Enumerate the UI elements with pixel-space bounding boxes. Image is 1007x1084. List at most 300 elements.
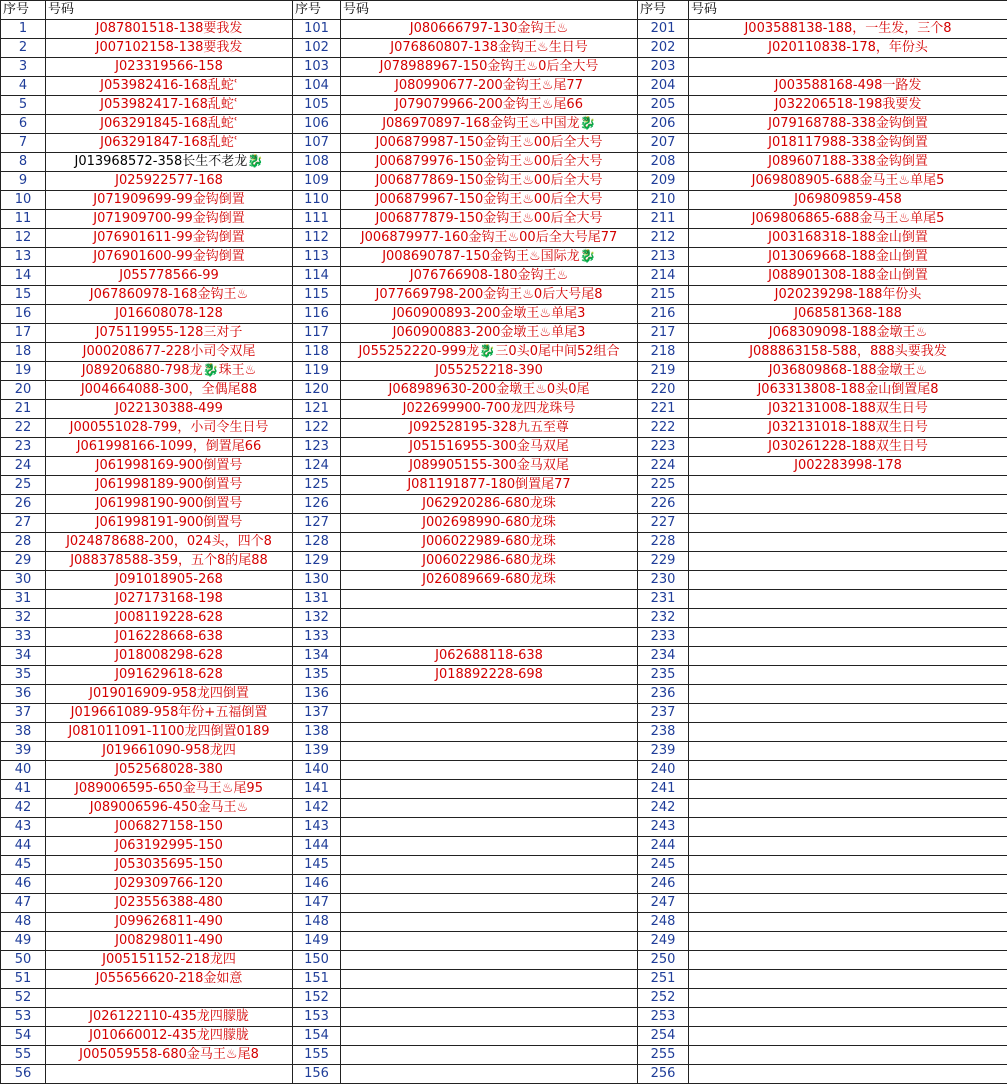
number-cell[interactable] [46,989,293,1008]
seq-cell[interactable]: 217 [638,324,689,343]
seq-cell[interactable]: 40 [1,761,46,780]
number-cell[interactable]: J006022989-680龙珠 [341,533,638,552]
number-cell[interactable]: J060900883-200金墩王♨单尾3 [341,324,638,343]
seq-cell[interactable]: 6 [1,115,46,134]
number-cell[interactable]: J053035695-150 [46,856,293,875]
number-cell[interactable]: J061998189-900倒置号 [46,476,293,495]
seq-cell[interactable]: 149 [293,932,341,951]
seq-cell[interactable]: 33 [1,628,46,647]
number-cell[interactable] [689,647,1007,666]
number-cell[interactable]: J071909700-99金钩倒置 [46,210,293,229]
number-cell[interactable]: J055778566-99 [46,267,293,286]
number-cell[interactable]: J089006595-650金马王♨尾95 [46,780,293,799]
seq-cell[interactable]: 219 [638,362,689,381]
number-cell[interactable] [341,989,638,1008]
seq-cell[interactable]: 136 [293,685,341,704]
number-cell[interactable]: J030261228-188双生日号 [689,438,1007,457]
number-cell[interactable] [341,742,638,761]
seq-cell[interactable]: 135 [293,666,341,685]
seq-cell[interactable]: 253 [638,1008,689,1027]
seq-cell[interactable]: 248 [638,913,689,932]
seq-cell[interactable]: 207 [638,134,689,153]
seq-cell[interactable]: 246 [638,875,689,894]
seq-cell[interactable]: 23 [1,438,46,457]
seq-cell[interactable]: 51 [1,970,46,989]
number-cell[interactable] [689,1065,1007,1084]
seq-cell[interactable]: 4 [1,77,46,96]
seq-cell[interactable]: 132 [293,609,341,628]
seq-cell[interactable]: 104 [293,77,341,96]
number-cell[interactable]: J061998190-900倒置号 [46,495,293,514]
number-cell[interactable]: J088378588-359，五个8的尾88 [46,552,293,571]
number-cell[interactable] [689,989,1007,1008]
seq-cell[interactable]: 107 [293,134,341,153]
number-cell[interactable]: J006827158-150 [46,818,293,837]
number-cell[interactable]: J007102158-138要我发 [46,39,293,58]
number-cell[interactable]: J005151152-218龙四 [46,951,293,970]
number-cell[interactable] [46,1065,293,1084]
number-cell[interactable]: J076766908-180金钩王♨ [341,267,638,286]
number-cell[interactable]: J068309098-188金墩王♨ [689,324,1007,343]
number-cell[interactable]: J019016909-958龙四倒置 [46,685,293,704]
number-cell[interactable]: J053982416-168乱蛇ʿ [46,77,293,96]
number-cell[interactable] [689,533,1007,552]
seq-cell[interactable]: 15 [1,286,46,305]
seq-cell[interactable]: 32 [1,609,46,628]
number-cell[interactable]: J088863158-588，888头要我发 [689,343,1007,362]
number-cell[interactable]: J061998166-1099，倒置尾66 [46,438,293,457]
seq-cell[interactable]: 35 [1,666,46,685]
number-cell[interactable] [689,609,1007,628]
number-cell[interactable]: J061998191-900倒置号 [46,514,293,533]
seq-cell[interactable]: 21 [1,400,46,419]
number-cell[interactable]: J063313808-188金山倒置尾8 [689,381,1007,400]
number-cell[interactable]: J060900893-200金墩王♨单尾3 [341,305,638,324]
number-cell[interactable]: J052568028-380 [46,761,293,780]
seq-cell[interactable]: 26 [1,495,46,514]
seq-cell[interactable]: 221 [638,400,689,419]
number-cell[interactable]: J006879976-150金钩王♨00后全大号 [341,153,638,172]
seq-cell[interactable]: 255 [638,1046,689,1065]
number-cell[interactable]: J008119228-628 [46,609,293,628]
number-cell[interactable]: J071909699-99金钩倒置 [46,191,293,210]
number-cell[interactable]: J079168788-338金钩倒置 [689,115,1007,134]
number-cell[interactable] [341,856,638,875]
seq-cell[interactable]: 209 [638,172,689,191]
number-cell[interactable]: J013968572-358长生不老龙🐉 [46,153,293,172]
seq-cell[interactable]: 52 [1,989,46,1008]
number-cell[interactable] [689,913,1007,932]
number-cell[interactable] [341,628,638,647]
number-cell[interactable] [689,685,1007,704]
seq-cell[interactable]: 232 [638,609,689,628]
number-cell[interactable] [341,951,638,970]
seq-cell[interactable]: 220 [638,381,689,400]
seq-cell[interactable]: 140 [293,761,341,780]
seq-cell[interactable]: 7 [1,134,46,153]
number-cell[interactable]: J055252218-390 [341,362,638,381]
number-cell[interactable]: J055656620-218金如意 [46,970,293,989]
seq-cell[interactable]: 53 [1,1008,46,1027]
seq-cell[interactable]: 126 [293,495,341,514]
number-cell[interactable]: J069806865-688金马王♨单尾5 [689,210,1007,229]
seq-cell[interactable]: 103 [293,58,341,77]
number-cell[interactable]: J023319566-158 [46,58,293,77]
number-cell[interactable]: J076860807-138金钩王♨生日号 [341,39,638,58]
number-cell[interactable]: J079079966-200金钩王♨尾66 [341,96,638,115]
number-cell[interactable] [341,799,638,818]
number-cell[interactable]: J062688118-638 [341,647,638,666]
seq-cell[interactable]: 235 [638,666,689,685]
seq-cell[interactable]: 22 [1,419,46,438]
number-cell[interactable]: J061998169-900倒置号 [46,457,293,476]
number-cell[interactable]: J002283998-178 [689,457,1007,476]
number-cell[interactable]: J069809859-458 [689,191,1007,210]
seq-cell[interactable]: 150 [293,951,341,970]
number-cell[interactable]: J016608078-128 [46,305,293,324]
number-cell[interactable]: J089006596-450金马王♨ [46,799,293,818]
seq-cell[interactable]: 12 [1,229,46,248]
seq-cell[interactable]: 247 [638,894,689,913]
seq-cell[interactable]: 34 [1,647,46,666]
number-cell[interactable]: J081191877-180倒置尾77 [341,476,638,495]
seq-cell[interactable]: 118 [293,343,341,362]
seq-cell[interactable]: 45 [1,856,46,875]
seq-cell[interactable]: 127 [293,514,341,533]
number-cell[interactable]: J005059558-680金马王♨尾8 [46,1046,293,1065]
seq-cell[interactable]: 119 [293,362,341,381]
number-cell[interactable] [689,1046,1007,1065]
seq-cell[interactable]: 226 [638,495,689,514]
number-cell[interactable]: J032131018-188双生日号 [689,419,1007,438]
seq-cell[interactable]: 210 [638,191,689,210]
seq-cell[interactable]: 31 [1,590,46,609]
number-cell[interactable]: J003168318-188金山倒置 [689,229,1007,248]
seq-cell[interactable]: 121 [293,400,341,419]
number-cell[interactable]: J000551028-799，小司令生日号 [46,419,293,438]
seq-cell[interactable]: 113 [293,248,341,267]
number-cell[interactable] [689,1008,1007,1027]
number-cell[interactable] [689,894,1007,913]
seq-cell[interactable]: 156 [293,1065,341,1084]
number-cell[interactable]: J002698990-680龙珠 [341,514,638,533]
seq-cell[interactable]: 129 [293,552,341,571]
seq-cell[interactable]: 204 [638,77,689,96]
seq-cell[interactable]: 28 [1,533,46,552]
seq-cell[interactable]: 216 [638,305,689,324]
number-cell[interactable]: J089905155-300金马双尾 [341,457,638,476]
number-cell[interactable]: J068581368-188 [689,305,1007,324]
seq-cell[interactable]: 254 [638,1027,689,1046]
number-cell[interactable]: J063291845-168乱蛇ʿ [46,115,293,134]
seq-cell[interactable]: 42 [1,799,46,818]
number-cell[interactable] [341,932,638,951]
number-cell[interactable]: J006877869-150金钩王♨00后全大号 [341,172,638,191]
seq-cell[interactable]: 229 [638,552,689,571]
number-cell[interactable] [341,723,638,742]
seq-cell[interactable]: 20 [1,381,46,400]
number-cell[interactable]: J006877879-150金钩王♨00后全大号 [341,210,638,229]
number-cell[interactable] [341,685,638,704]
seq-cell[interactable]: 116 [293,305,341,324]
number-cell[interactable]: J086970897-168金钩王♨中国龙🐉 [341,115,638,134]
number-cell[interactable] [341,875,638,894]
number-cell[interactable]: J075119955-128三对子 [46,324,293,343]
seq-cell[interactable]: 117 [293,324,341,343]
number-cell[interactable] [689,571,1007,590]
header-num-2[interactable]: 号码 [341,1,638,20]
number-cell[interactable] [689,666,1007,685]
header-seq-3[interactable]: 序号 [638,1,689,20]
seq-cell[interactable]: 236 [638,685,689,704]
seq-cell[interactable]: 245 [638,856,689,875]
seq-cell[interactable]: 56 [1,1065,46,1084]
seq-cell[interactable]: 106 [293,115,341,134]
number-cell[interactable]: J055252220-999龙🐉三0头0尾中间52组合 [341,343,638,362]
number-cell[interactable]: J020110838-178，年份头 [689,39,1007,58]
seq-cell[interactable]: 206 [638,115,689,134]
seq-cell[interactable]: 43 [1,818,46,837]
number-cell[interactable]: J022699900-700龙四龙珠号 [341,400,638,419]
number-cell[interactable]: J025922577-168 [46,172,293,191]
number-cell[interactable]: J099626811-490 [46,913,293,932]
number-cell[interactable]: J020239298-188年份头 [689,286,1007,305]
seq-cell[interactable]: 252 [638,989,689,1008]
seq-cell[interactable]: 112 [293,229,341,248]
seq-cell[interactable]: 5 [1,96,46,115]
seq-cell[interactable]: 227 [638,514,689,533]
seq-cell[interactable]: 109 [293,172,341,191]
number-cell[interactable]: J069808905-688金马王♨单尾5 [689,172,1007,191]
number-cell[interactable]: J006879987-150金钩王♨00后全大号 [341,134,638,153]
seq-cell[interactable]: 17 [1,324,46,343]
number-cell[interactable] [341,1046,638,1065]
number-cell[interactable]: J008690787-150金钩王♨国际龙🐉 [341,248,638,267]
number-cell[interactable] [689,1027,1007,1046]
number-cell[interactable]: J080666797-130金钩王♨ [341,20,638,39]
seq-cell[interactable]: 238 [638,723,689,742]
seq-cell[interactable]: 38 [1,723,46,742]
number-cell[interactable]: J018117988-338金钩倒置 [689,134,1007,153]
seq-cell[interactable]: 142 [293,799,341,818]
number-cell[interactable]: J089206880-798龙🐉珠王♨ [46,362,293,381]
seq-cell[interactable]: 41 [1,780,46,799]
seq-cell[interactable]: 155 [293,1046,341,1065]
number-cell[interactable]: J032206518-198我要发 [689,96,1007,115]
number-cell[interactable]: J053982417-168乱蛇ʿ [46,96,293,115]
seq-cell[interactable]: 225 [638,476,689,495]
number-cell[interactable]: J063192995-150 [46,837,293,856]
number-cell[interactable]: J063291847-168乱蛇ʿ [46,134,293,153]
number-cell[interactable] [341,913,638,932]
number-cell[interactable] [341,590,638,609]
number-cell[interactable]: J006022986-680龙珠 [341,552,638,571]
number-cell[interactable]: J027173168-198 [46,590,293,609]
seq-cell[interactable]: 27 [1,514,46,533]
seq-cell[interactable]: 240 [638,761,689,780]
number-cell[interactable] [341,970,638,989]
seq-cell[interactable]: 44 [1,837,46,856]
number-cell[interactable] [689,58,1007,77]
seq-cell[interactable]: 141 [293,780,341,799]
number-cell[interactable]: J089607188-338金钩倒置 [689,153,1007,172]
number-cell[interactable] [689,590,1007,609]
seq-cell[interactable]: 233 [638,628,689,647]
seq-cell[interactable]: 222 [638,419,689,438]
number-cell[interactable]: J016228668-638 [46,628,293,647]
number-cell[interactable] [689,780,1007,799]
seq-cell[interactable]: 228 [638,533,689,552]
seq-cell[interactable]: 16 [1,305,46,324]
number-cell[interactable]: J019661089-958年份+五福倒置 [46,704,293,723]
number-cell[interactable]: J008298011-490 [46,932,293,951]
number-cell[interactable]: J003588138-188，一生发，三个8 [689,20,1007,39]
number-cell[interactable]: J088901308-188金山倒置 [689,267,1007,286]
number-cell[interactable] [689,875,1007,894]
seq-cell[interactable]: 14 [1,267,46,286]
seq-cell[interactable]: 203 [638,58,689,77]
number-cell[interactable] [341,704,638,723]
seq-cell[interactable]: 244 [638,837,689,856]
number-cell[interactable] [689,837,1007,856]
seq-cell[interactable]: 154 [293,1027,341,1046]
number-cell[interactable]: J006879967-150金钩王♨00后全大号 [341,191,638,210]
seq-cell[interactable]: 208 [638,153,689,172]
seq-cell[interactable]: 9 [1,172,46,191]
seq-cell[interactable]: 237 [638,704,689,723]
number-cell[interactable] [689,476,1007,495]
seq-cell[interactable]: 105 [293,96,341,115]
seq-cell[interactable]: 147 [293,894,341,913]
number-cell[interactable] [341,1008,638,1027]
seq-cell[interactable]: 2 [1,39,46,58]
seq-cell[interactable]: 101 [293,20,341,39]
number-cell[interactable]: J081011091-1100龙四倒置0189 [46,723,293,742]
number-cell[interactable] [689,495,1007,514]
seq-cell[interactable]: 54 [1,1027,46,1046]
number-cell[interactable]: J051516955-300金马双尾 [341,438,638,457]
seq-cell[interactable]: 29 [1,552,46,571]
seq-cell[interactable]: 133 [293,628,341,647]
number-cell[interactable]: J024878688-200，024头，四个8 [46,533,293,552]
seq-cell[interactable]: 115 [293,286,341,305]
header-num-1[interactable]: 号码 [46,1,293,20]
seq-cell[interactable]: 18 [1,343,46,362]
seq-cell[interactable]: 47 [1,894,46,913]
seq-cell[interactable]: 148 [293,913,341,932]
number-cell[interactable]: J013069668-188金山倒置 [689,248,1007,267]
seq-cell[interactable]: 39 [1,742,46,761]
seq-cell[interactable]: 131 [293,590,341,609]
number-cell[interactable]: J080990677-200金钩王♨尾77 [341,77,638,96]
number-cell[interactable] [341,894,638,913]
seq-cell[interactable]: 49 [1,932,46,951]
number-cell[interactable]: J004664088-300，全偶尾88 [46,381,293,400]
seq-cell[interactable]: 144 [293,837,341,856]
seq-cell[interactable]: 114 [293,267,341,286]
number-cell[interactable]: J000208677-228小司令双尾 [46,343,293,362]
seq-cell[interactable]: 48 [1,913,46,932]
seq-cell[interactable]: 124 [293,457,341,476]
seq-cell[interactable]: 137 [293,704,341,723]
seq-cell[interactable]: 146 [293,875,341,894]
number-cell[interactable] [689,932,1007,951]
number-cell[interactable] [689,818,1007,837]
number-cell[interactable]: J036809868-188金墩王♨ [689,362,1007,381]
number-cell[interactable] [689,761,1007,780]
header-seq-2[interactable]: 序号 [293,1,341,20]
number-cell[interactable]: J026089669-680龙珠 [341,571,638,590]
number-cell[interactable] [341,1027,638,1046]
number-cell[interactable] [689,552,1007,571]
seq-cell[interactable]: 128 [293,533,341,552]
number-cell[interactable]: J076901600-99金钩倒置 [46,248,293,267]
seq-cell[interactable]: 134 [293,647,341,666]
seq-cell[interactable]: 55 [1,1046,46,1065]
number-cell[interactable] [341,609,638,628]
seq-cell[interactable]: 152 [293,989,341,1008]
seq-cell[interactable]: 25 [1,476,46,495]
seq-cell[interactable]: 50 [1,951,46,970]
seq-cell[interactable]: 30 [1,571,46,590]
number-cell[interactable]: J003588168-498一路发 [689,77,1007,96]
number-cell[interactable] [341,837,638,856]
number-cell[interactable]: J092528195-328九五至尊 [341,419,638,438]
seq-cell[interactable]: 24 [1,457,46,476]
number-cell[interactable]: J062920286-680龙珠 [341,495,638,514]
number-cell[interactable]: J019661090-958龙四 [46,742,293,761]
seq-cell[interactable]: 251 [638,970,689,989]
number-cell[interactable]: J087801518-138要我发 [46,20,293,39]
seq-cell[interactable]: 102 [293,39,341,58]
header-num-3[interactable]: 号码 [689,1,1007,20]
seq-cell[interactable]: 37 [1,704,46,723]
seq-cell[interactable]: 13 [1,248,46,267]
seq-cell[interactable]: 223 [638,438,689,457]
number-cell[interactable]: J029309766-120 [46,875,293,894]
seq-cell[interactable]: 139 [293,742,341,761]
seq-cell[interactable]: 201 [638,20,689,39]
seq-cell[interactable]: 151 [293,970,341,989]
seq-cell[interactable]: 19 [1,362,46,381]
seq-cell[interactable]: 122 [293,419,341,438]
number-cell[interactable] [341,1065,638,1084]
seq-cell[interactable]: 239 [638,742,689,761]
number-cell[interactable]: J023556388-480 [46,894,293,913]
number-cell[interactable] [689,951,1007,970]
seq-cell[interactable]: 230 [638,571,689,590]
seq-cell[interactable]: 212 [638,229,689,248]
seq-cell[interactable]: 249 [638,932,689,951]
number-cell[interactable]: J010660012-435龙四朦胧 [46,1027,293,1046]
number-cell[interactable] [689,856,1007,875]
number-cell[interactable] [689,799,1007,818]
seq-cell[interactable]: 11 [1,210,46,229]
seq-cell[interactable]: 111 [293,210,341,229]
number-cell[interactable] [341,780,638,799]
seq-cell[interactable]: 46 [1,875,46,894]
seq-cell[interactable]: 211 [638,210,689,229]
number-cell[interactable]: J018892228-698 [341,666,638,685]
seq-cell[interactable]: 123 [293,438,341,457]
number-cell[interactable]: J078988967-150金钩王♨0后全大号 [341,58,638,77]
number-cell[interactable] [689,704,1007,723]
seq-cell[interactable]: 120 [293,381,341,400]
seq-cell[interactable]: 214 [638,267,689,286]
number-cell[interactable]: J091629618-628 [46,666,293,685]
number-cell[interactable]: J067860978-168金钩王♨ [46,286,293,305]
seq-cell[interactable]: 205 [638,96,689,115]
